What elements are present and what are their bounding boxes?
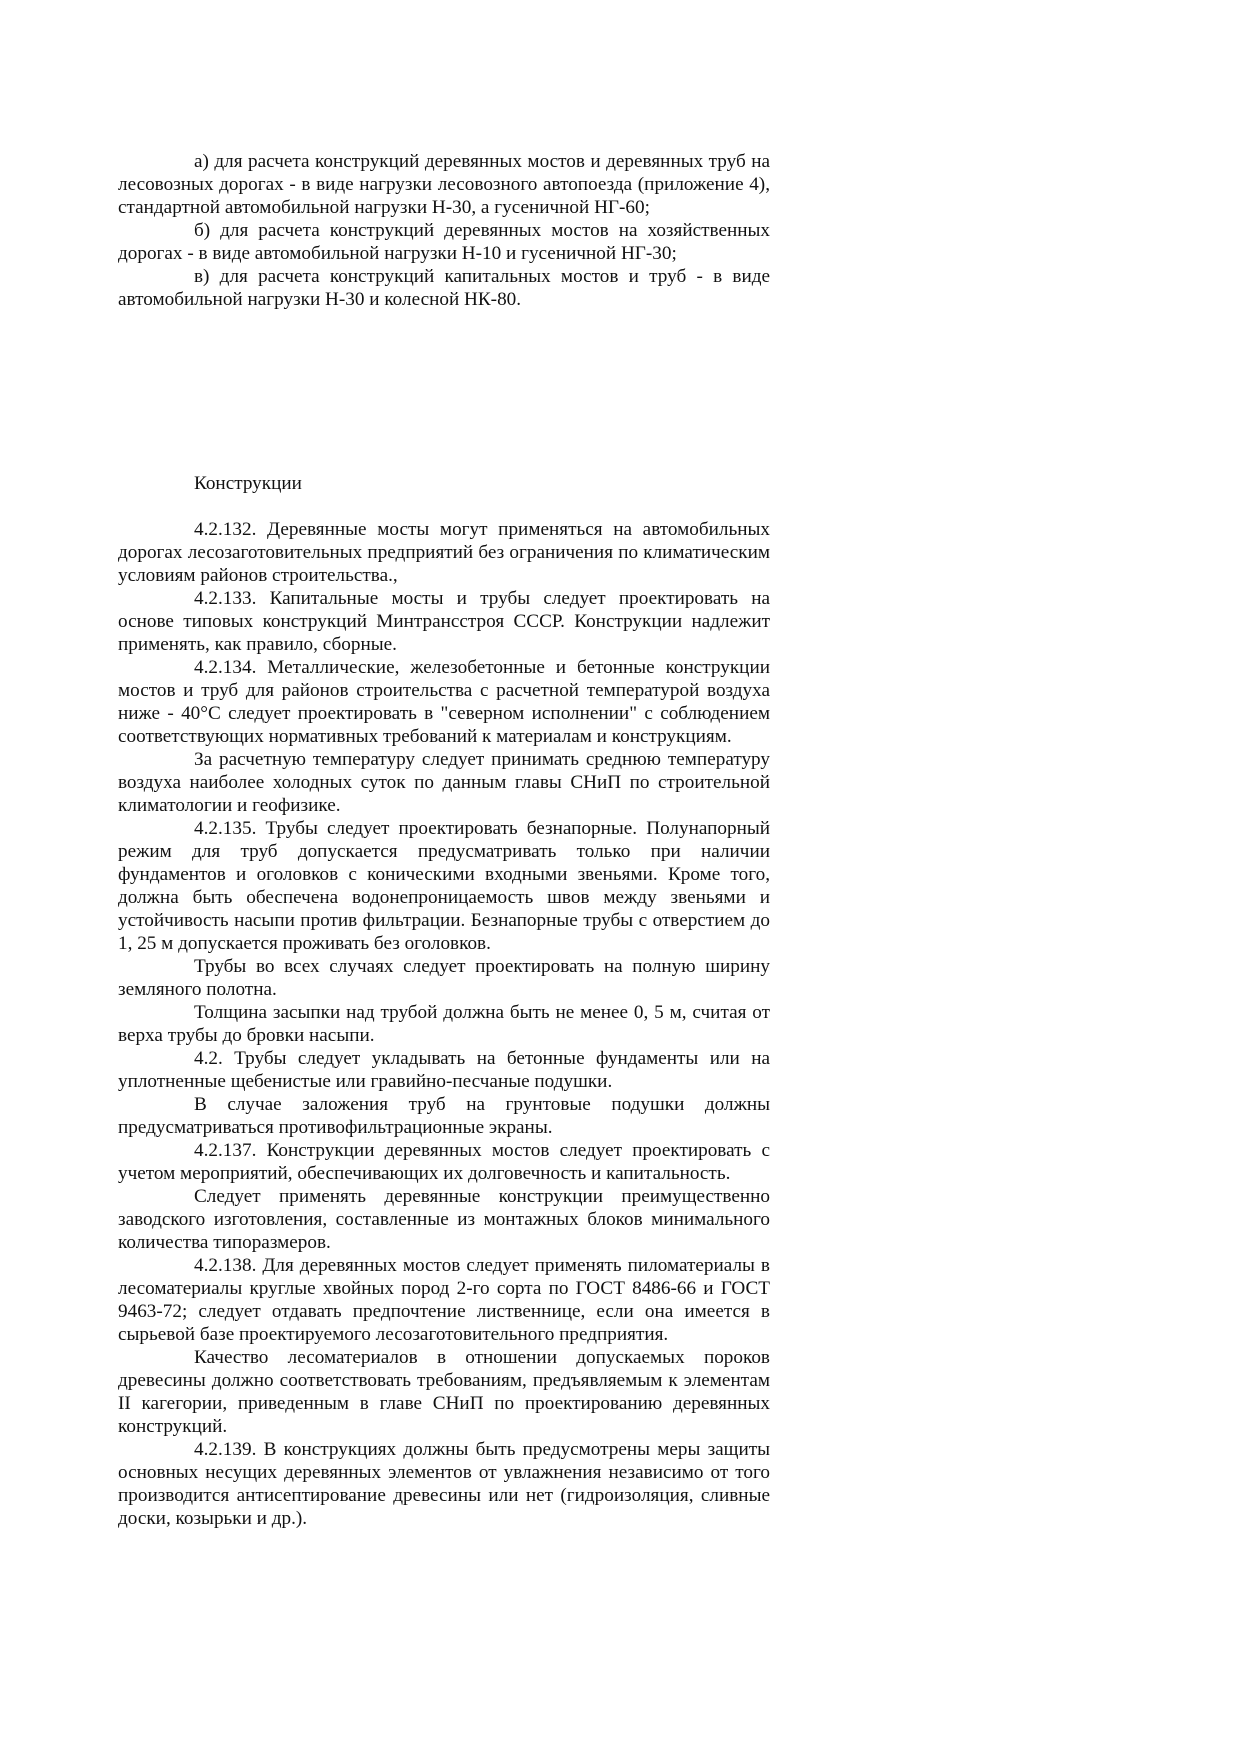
paragraph-4-2-137: 4.2.137. Конструкции деревянных мостов следует проектировать с учетом мероприятий, обеспечивающих их долговечность и капитальность. xyxy=(118,1140,770,1184)
intro-item-a: а) для расчета конструкций деревянных мостов и деревянных труб на лесовозных дорогах - в виде нагрузки лесовозного автопоезда (приложение 4), стандартной автомобильной нагрузки Н-30, а гусеничной НГ-60; xyxy=(118,151,770,218)
paragraph-4-2-133: 4.2.133. Капитальные мосты и трубы следует проектировать на основе типовых конструкций Минтрансстроя СССР. Конструкции надлежит применять, как правило, сборные. xyxy=(118,588,770,655)
section-body xyxy=(118,518,770,1530)
paragraph-4-2-134: 4.2.134. Металлические, железобетонные и бетонные конструкции мостов и труб для районов строительства с расчетной температурой воздуха ниже - 40°С следует проектировать в "северном исполнении" с соблюдением соответствующих нормативных требований к материалам и конструкциям. xyxy=(118,657,770,747)
section-heading-block xyxy=(118,472,770,495)
intro-item-b: б) для расчета конструкций деревянных мостов на хозяйственных дорогах - в виде автомобильной нагрузки Н-10 и гусеничной НГ-30; xyxy=(118,220,770,264)
paragraph-pipe-width: Трубы во всех случаях следует проектировать на полную ширину земляного полотна. xyxy=(118,956,770,1000)
paragraph-4-2-138: 4.2.138. Для деревянных мостов следует применять пиломатериалы в лесоматериалы круглые хвойных пород 2-го сорта по ГОСТ 8486-66 и ГОСТ 9463-72; следует отдавать предпочтение лиственнице, если она имеется в сырьевой базе проектируемого лесозаготовительного предприятия. xyxy=(118,1255,770,1345)
intro-list xyxy=(118,150,770,311)
intro-item-c: в) для расчета конструкций капитальных мостов и труб - в виде автомобильной нагрузки Н-30 и колесной НК-80. xyxy=(118,266,770,310)
paragraph-timber-quality: Качество лесоматериалов в отношении допускаемых пороков древесины должно соответствовать требованиям, предъявляемым к элементам II кагегории, приведенным в главе СНиП по проектированию деревянных конструкций. xyxy=(118,1347,770,1437)
paragraph-backfill-thickness: Толщина засыпки над трубой должна быть не менее 0, 5 м, считая от верха трубы до бровки насыпи. xyxy=(118,1002,770,1046)
paragraph-4-2-139: 4.2.139. В конструкциях должны быть предусмотрены меры защиты основных несущих деревянных элементов от увлажнения независимо от того производится антисептирование древесины или нет (гидроизоляция, сливные доски, козырьки и др.). xyxy=(118,1439,770,1529)
paragraph-design-temperature: За расчетную температуру следует принимать среднюю температуру воздуха наиболее холодных суток по данным главы СНиП по строительной климатологии и геофизике. xyxy=(118,749,770,816)
section-title: Конструкции xyxy=(194,473,302,494)
paragraph-factory-structures: Следует применять деревянные конструкции преимущественно заводского изготовления, составленные из монтажных блоков минимального количества типоразмеров. xyxy=(118,1186,770,1253)
paragraph-soil-cushions: В случае заложения труб на грунтовые подушки должны предусматриваться противофильтрационные экраны. xyxy=(118,1094,770,1138)
paragraph-4-2-135: 4.2.135. Трубы следует проектировать безнапорные. Полунапорный режим для труб допускается предусматривать только при наличии фундаментов и оголовков с коническими входными звеньями. Кроме того, должна быть обеспечена водонепроницаемость швов между звеньями и устойчивость насыпи против фильтрации. Безнапорные трубы с отверстием до 1, 25 м допускается проживать без оголовков. xyxy=(118,818,770,954)
paragraph-4-2-132: 4.2.132. Деревянные мосты могут применяться на автомобильных дорогах лесозаготовительных предприятий без ограничения по климатическим условиям районов строительства., xyxy=(118,519,770,586)
paragraph-4-2: 4.2. Трубы следует укладывать на бетонные фундаменты или на уплотненные щебенистые или гравийно-песчаные подушки. xyxy=(118,1048,770,1092)
